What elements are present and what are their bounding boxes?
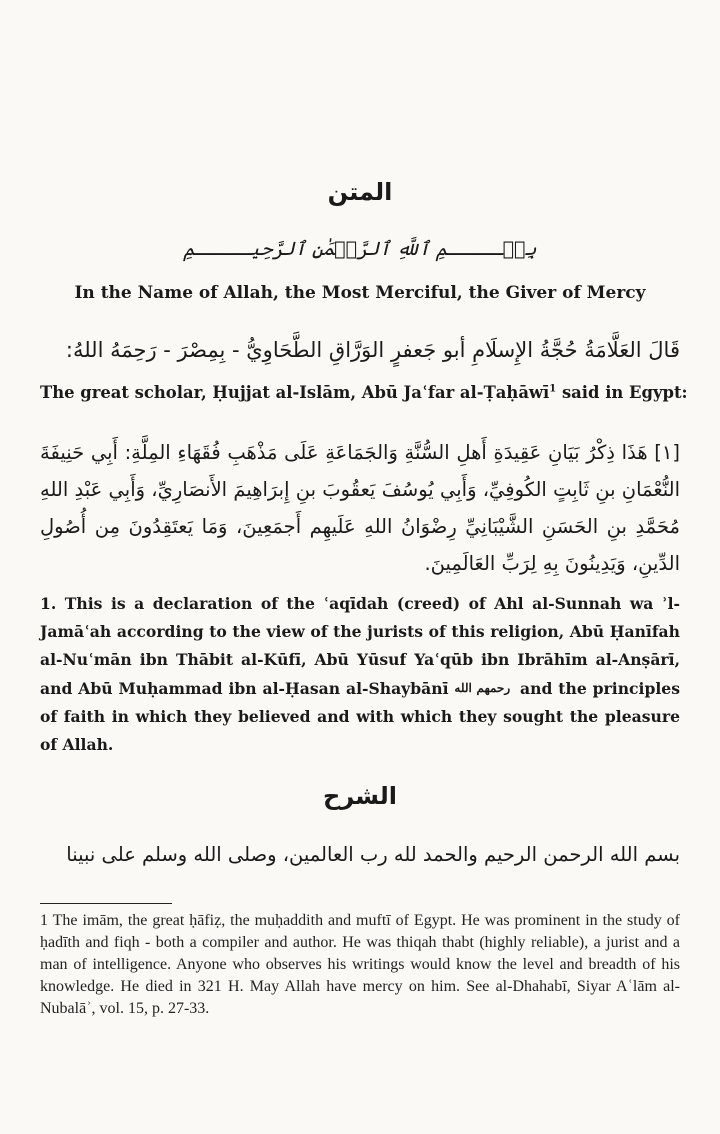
paragraph-1-english xyxy=(40,590,680,759)
basmala-translation: In the Name of Allah, the Most Merciful, the Giver of Mercy xyxy=(74,283,646,303)
paragraph-1-english-text: 1. This is a declaration of the ʿaqīdah (creed) of Ahl al-Sunnah wa ʾl-Jamāʿah according to the view of the jurists of this religion, Abū Ḥanīfah al-Nuʿmān ibn Thābit al-Kūfī, Abū Yūsuf Yaʿqūb ibn Ibrāhīm al-Anṣārī, and Abū Muḥammad ibn al-Ḥasan al-Shaybānī xyxy=(40,594,680,698)
paragraph-1-arabic: [١] هَذَا ذِكْرُ بَيَانِ عَقِيدَةِ أَهلِ السُّنَّةِ وَالجَمَاعَةِ عَلَى مَذْهَبِ فُقَهَاءِ المِلَّةِ: أَبِي حَنِيفَةَ النُّعْمَانِ بنِ ثَابِتٍ الكُوفِيِّ، وَأَبِي يُوسُفَ يَعقُوبَ بنِ إِبرَاهِيمَ الأَنصَارِيِّ، وَأَبِي عَبْدِ اللهِ مُحَمَّدِ بنِ الحَسَنِ الشَّيْبَانِيِّ رِضْوَانُ اللهِ عَلَيهِم أَجمَعِينَ، وَمَا يَعتَقِدُونَ مِن أُصُولِ الدِّينِ، وَيَدِينُونَ بِهِ لِرَبِّ العَالَمِينَ. xyxy=(40,441,680,575)
footnote-1: 1 The imām, the great ḥāfiẓ, the muḥaddith and muftī of Egypt. He was prominent in the study of ḥadīth and fiqh - both a compiler and author. He was thiqah thabt (highly reliable), a jurist and a man of intelligence. Anyone who observes his writings would know the level and breadth of his knowledge. He died in 321 H. May Allah have mercy on him. See al-Dhahabī, Siyar Aʿlām al-Nubalāʾ, vol. 15, p. 27-33. xyxy=(40,912,680,1017)
intro-english xyxy=(40,383,688,402)
footnote-divider xyxy=(40,903,172,904)
paragraph-1-english-tail: and the principles of faith in which they believed and with which they sought the pleasure of Allah. xyxy=(40,679,680,754)
rahimahumullah-seal: رحمهم الله xyxy=(454,681,511,695)
intro-english-tail: said in Egypt: xyxy=(556,383,688,402)
basmala-calligraphy: بِسۡـــــمِ ٱللَّهِ ٱلرَّحۡمَٰنِ ٱلرَّحِيـــــمِ xyxy=(183,238,537,260)
intro-arabic: قَالَ العَلَّامَةُ حُجَّةُ الإِسلَامِ أبو جَعفرٍ الوَرَّاقِ الطَّحَاوِيُّ - بِمِصْرَ - رَحِمَهُ اللهُ: xyxy=(65,338,680,362)
footnote-marker: 1 xyxy=(549,383,557,395)
intro-english-main: The great scholar, Ḥujjat al-Islām, Abū Jaʿfar al-Ṭaḥāwī xyxy=(40,383,550,402)
sharh-first-line: بسم الله الرحمن الرحيم والحمد لله رب العالمين، وصلى الله وسلم على نبينا xyxy=(66,843,680,866)
matn-heading: المتن xyxy=(327,178,393,206)
sharh-heading: الشرح xyxy=(323,782,397,810)
